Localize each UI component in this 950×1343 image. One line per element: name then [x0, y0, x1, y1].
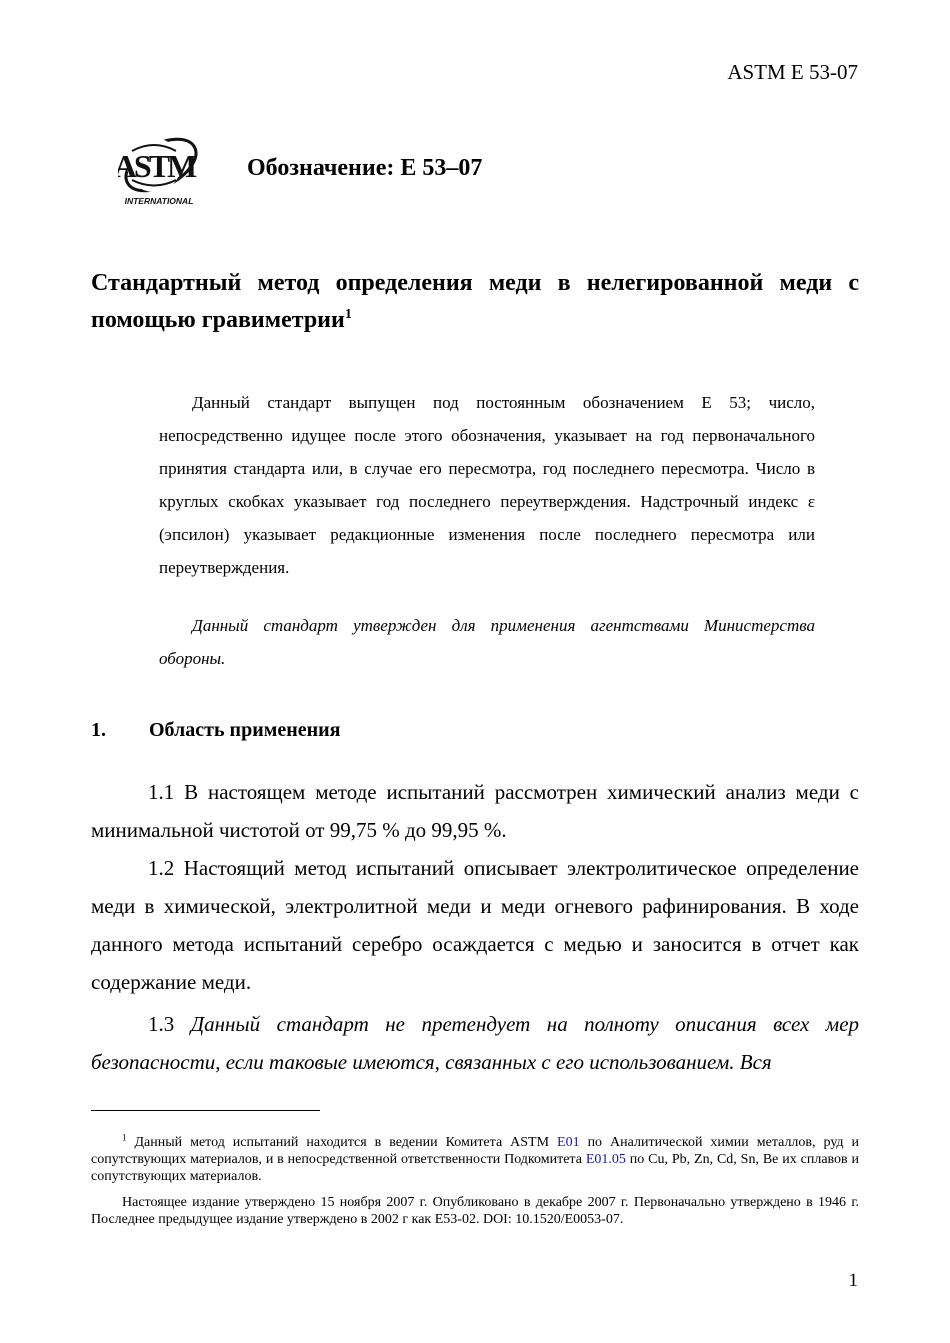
footnote-text-part3: по Cu, Pb, Zn, Cd, Sn, Be их сплавов и сопутствующих материалов. — [91, 1152, 860, 1184]
footnote-text-part2: по Аналитической химии металлов, руд и сопутствующих материалов, и в непосредственной ответственности Подкомитета — [91, 1135, 860, 1167]
paragraph-1-3 — [91, 1005, 859, 1081]
title-footnote-mark: 1 — [344, 307, 352, 322]
dod-approval-notice: Данный стандарт утвержден для применения агентствами Министерства обороны. — [159, 616, 815, 668]
document-title — [91, 265, 859, 339]
svg-text:INTERNATIONAL: INTERNATIONAL — [124, 196, 194, 206]
footnote-separator — [91, 1110, 320, 1111]
designation-notice: Данный стандарт выпущен под постоянным обозначением E 53; число, непосредственно идущее после этого обозначения, указывает на год первоначального принятия стандарта или, в случае его пересмотра, год последнего пересмотра. Число в круглых скобках указывает год последнего переутверждения. Надстрочный индекс ε (эпсилон) указывает редакционные изменения после последнего пересмотра или переутверждения. — [159, 393, 815, 577]
paragraph-1-2: 1.2 Настоящий метод испытаний описывает электролитическое определение меди в химической, электролитной меди и меди огневого рафинирования. В ходе данного метода испытаний серебро осаждается с медью и заносится в отчет как содержание меди. — [91, 856, 859, 994]
astm-logo — [118, 133, 204, 209]
footnote-1 — [91, 1134, 859, 1185]
footnote-edition: Настоящее издание утверждено 15 ноября 2007 г. Опубликовано в декабре 2007 г. Первоначально утверждено в 1946 г. Последнее предыдущее издание утверждено в 2002 г как E53-02. DOI: 10.1520/E0053-07. — [91, 1195, 859, 1227]
document-code: ASTM E 53-07 — [727, 60, 858, 84]
section-title: Область применения — [149, 719, 341, 741]
committee-link-e01[interactable]: E01 — [557, 1135, 580, 1150]
svg-text:ASTM: ASTM — [118, 148, 195, 184]
footnote-mark: 1 — [122, 1132, 127, 1143]
title-text: Стандартный метод определения меди в нелегированной меди с помощью гравиметрии — [91, 270, 859, 333]
section-number: 1. — [91, 719, 106, 741]
paragraph-1-3-number: 1.3 — [148, 1012, 175, 1036]
paragraph-1-1: 1.1 В настоящем методе испытаний рассмотрен химический анализ меди с минимальной чистотой от 99,75 % до 99,95 %. — [91, 780, 859, 842]
paragraph-1-3-text: Данный стандарт не претендует на полноту описания всех мер безопасности, если таковые имеются, связанных с его использованием. Вся — [91, 1012, 860, 1074]
footnote-text-part1: Данный метод испытаний находится в ведении Комитета ASTM — [134, 1135, 550, 1150]
subcommittee-link-e01-05[interactable]: E01.05 — [585, 1152, 626, 1167]
page-number: 1 — [848, 1270, 858, 1291]
designation-heading: Обозначение: E 53–07 — [247, 155, 483, 181]
